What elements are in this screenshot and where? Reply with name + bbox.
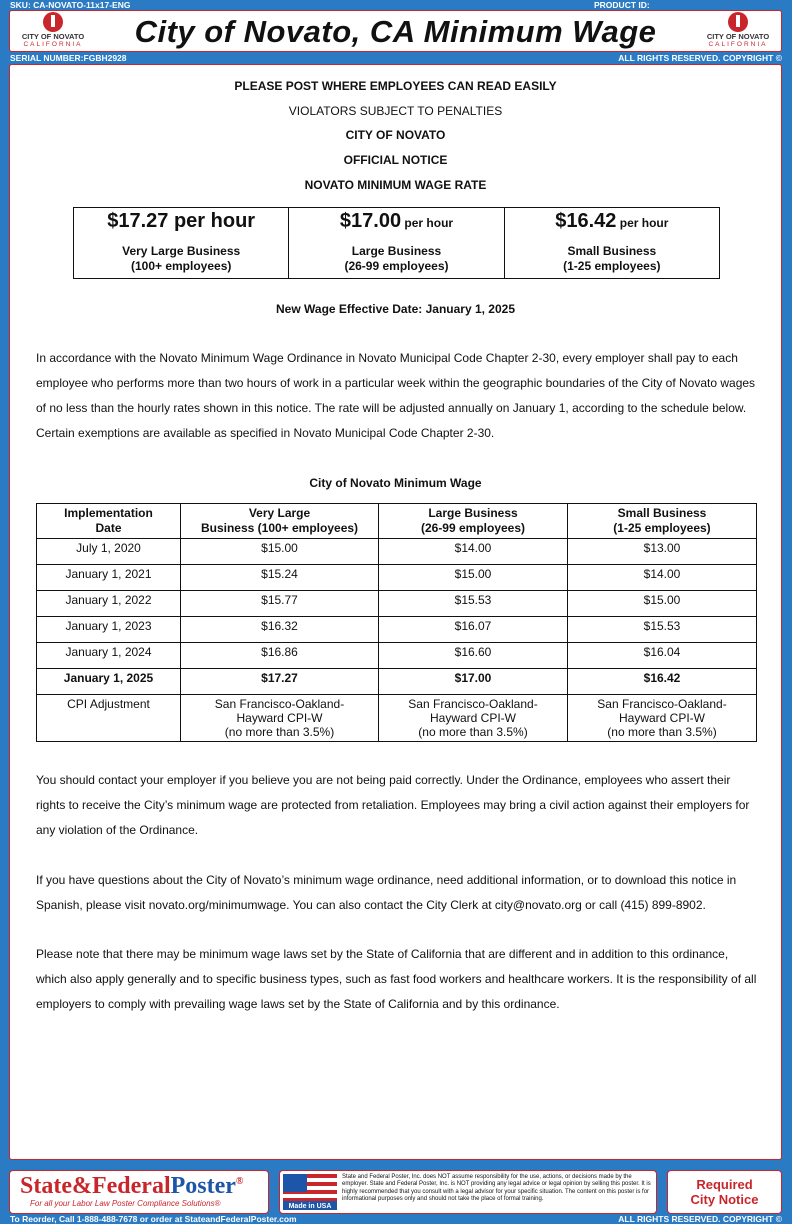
table-cell: $15.24 [181,565,379,591]
ordinance-paragraph: In accordance with the Novato Minimum Wage Ordinance in Novato Municipal Code Chapter 2-30, every employer shall pay to each employee who performs more than two hours of work in a particular week within the geographic boundaries of the City of Novato wages of no less than the hourly rates shown in this notice. The rate will be adjusted annually on January 1, according to the schedule below. Certain exemptions are available as specified in Novato Municipal Code Chapter 2-30. [36,351,756,440]
table-row [37,617,757,643]
reorder-info: To Reorder, Call 1-888-488-7678 or order at StateandFederalPoster.com [10,1214,297,1224]
table-cell: January 1, 2025 [37,669,181,695]
sku-label: SKU: CA-NOVATO-11x17-ENG [10,0,131,10]
brand-box [9,1170,269,1214]
table-cell: $15.53 [568,617,757,643]
table-cell: January 1, 2023 [37,617,181,643]
wage-table-title: City of Novato Minimum Wage [309,476,482,490]
table-row-current [37,669,757,695]
table-cell: San Francisco-Oakland- Hayward CPI-W (no more than 3.5%) [568,695,757,742]
table-row [37,591,757,617]
table-cell: January 1, 2024 [37,643,181,669]
top-bar [0,0,792,10]
col-header-date: Implementation Date [37,504,181,539]
rate-very-large: $17.27 per hour Very Large Business (100+ employees) [74,208,289,279]
notice-body [9,64,782,1160]
table-cell: $15.53 [379,591,568,617]
table-cell: $17.27 [181,669,379,695]
svg-text:Made in USA: Made in USA [288,1203,332,1210]
copyright-bottom: ALL RIGHTS RESERVED. COPYRIGHT © [618,1214,782,1224]
table-cell: $15.00 [181,539,379,565]
required-city-notice-label: Required City Notice [690,1177,759,1207]
table-cell: January 1, 2021 [37,565,181,591]
poster-header [9,10,782,52]
retaliation-paragraph: You should contact your employer if you believe you are not being paid correctly. Under the Ordinance, employees who assert their rights to receive the City’s minimum wage are protected from retaliation. Employees may bring a civil action against their employers for any violation of the Ordinance. [36,773,750,837]
usa-flag-icon [283,1174,337,1210]
table-cell: San Francisco-Oakland- Hayward CPI-W (no more than 3.5%) [379,695,568,742]
table-header-row [37,504,757,539]
table-cell: $16.07 [379,617,568,643]
copyright-top: ALL RIGHTS RESERVED. COPYRIGHT © [618,53,782,63]
col-header-very-large: Very Large Business (100+ employees) [181,504,379,539]
questions-paragraph: If you have questions about the City of Novato’s minimum wage ordinance, need additional information, or to download this notice in Spanish, please visit novato.org/minimumwage. You can also contact the City Clerk at city@novato.org or call (415) 899-8902. [36,873,737,912]
table-row [37,643,757,669]
table-cell: $16.04 [568,643,757,669]
table-cell: $16.60 [379,643,568,669]
table-cell: January 1, 2022 [37,591,181,617]
penalty-line: VIOLATORS SUBJECT TO PENALTIES [288,104,503,118]
product-id-label: PRODUCT ID: [594,0,650,10]
table-row-cpi [37,695,757,742]
col-header-large: Large Business (26-99 employees) [379,504,568,539]
table-row [37,565,757,591]
city-emblem-icon [43,12,63,32]
table-cell: $15.77 [181,591,379,617]
post-instruction: PLEASE POST WHERE EMPLOYEES CAN READ EASILY [234,79,557,93]
col-header-small: Small Business (1-25 employees) [568,504,757,539]
city-logo-left: CITY OF NOVATO CALIFORNIA [12,12,94,49]
table-cell: San Francisco-Oakland- Hayward CPI-W (no more than 3.5%) [181,695,379,742]
rate-heading: NOVATO MINIMUM WAGE RATE [304,178,487,192]
table-cell: $13.00 [568,539,757,565]
required-notice-box [667,1170,782,1214]
rate-small: $16.42 per hour Small Business (1-25 employees) [504,208,719,279]
table-cell: $17.00 [379,669,568,695]
table-cell: $16.86 [181,643,379,669]
city-line: CITY OF NOVATO [345,128,446,142]
table-cell: $14.00 [379,539,568,565]
table-row [37,539,757,565]
current-rates-table [73,207,720,279]
state-law-paragraph: Please note that there may be minimum wage laws set by the State of California that are different and in addition to this ordinance, which also apply generally and to specific business types, such as fast food workers and healthcare workers. It is the responsibility of all employers to comply with prevailing wage laws set by the State of California and by this ordinance. [36,947,757,1011]
wage-schedule-table [36,503,757,742]
official-notice-line: OFFICIAL NOTICE [343,153,448,167]
poster-title: City of Novato, CA Minimum Wage [134,14,657,49]
table-cell: $14.00 [568,565,757,591]
serial-number: SERIAL NUMBER:FGBH2928 [10,53,127,63]
table-cell: $15.00 [568,591,757,617]
table-cell: $15.00 [379,565,568,591]
brand-logo: State&FederalPoster® [20,1173,244,1199]
disclaimer-box [279,1170,657,1214]
table-cell: $16.32 [181,617,379,643]
table-cell: CPI Adjustment [37,695,181,742]
effective-date: New Wage Effective Date: January 1, 2025 [276,302,515,316]
brand-tagline: For all your Labor Law Poster Compliance Solutions® [30,1199,221,1208]
rate-large: $17.00 per hour Large Business (26-99 employees) [289,208,504,279]
city-emblem-icon [728,12,748,32]
table-cell: $16.42 [568,669,757,695]
city-logo-right: CITY OF NOVATO CALIFORNIA [697,12,779,49]
table-cell: July 1, 2020 [37,539,181,565]
legal-disclaimer: State and Federal Poster, Inc. does NOT assume responsibility for the use, actions, or decisions made by the employer. State and Federal Poster, Inc. is NOT providing any legal advice or legal opinion by selling this poster. It is highly recommended that you consult with a legal advisor for your specific situation. The content on this poster is for informational purposes only and should not take the place of formal training. [342,1174,651,1202]
